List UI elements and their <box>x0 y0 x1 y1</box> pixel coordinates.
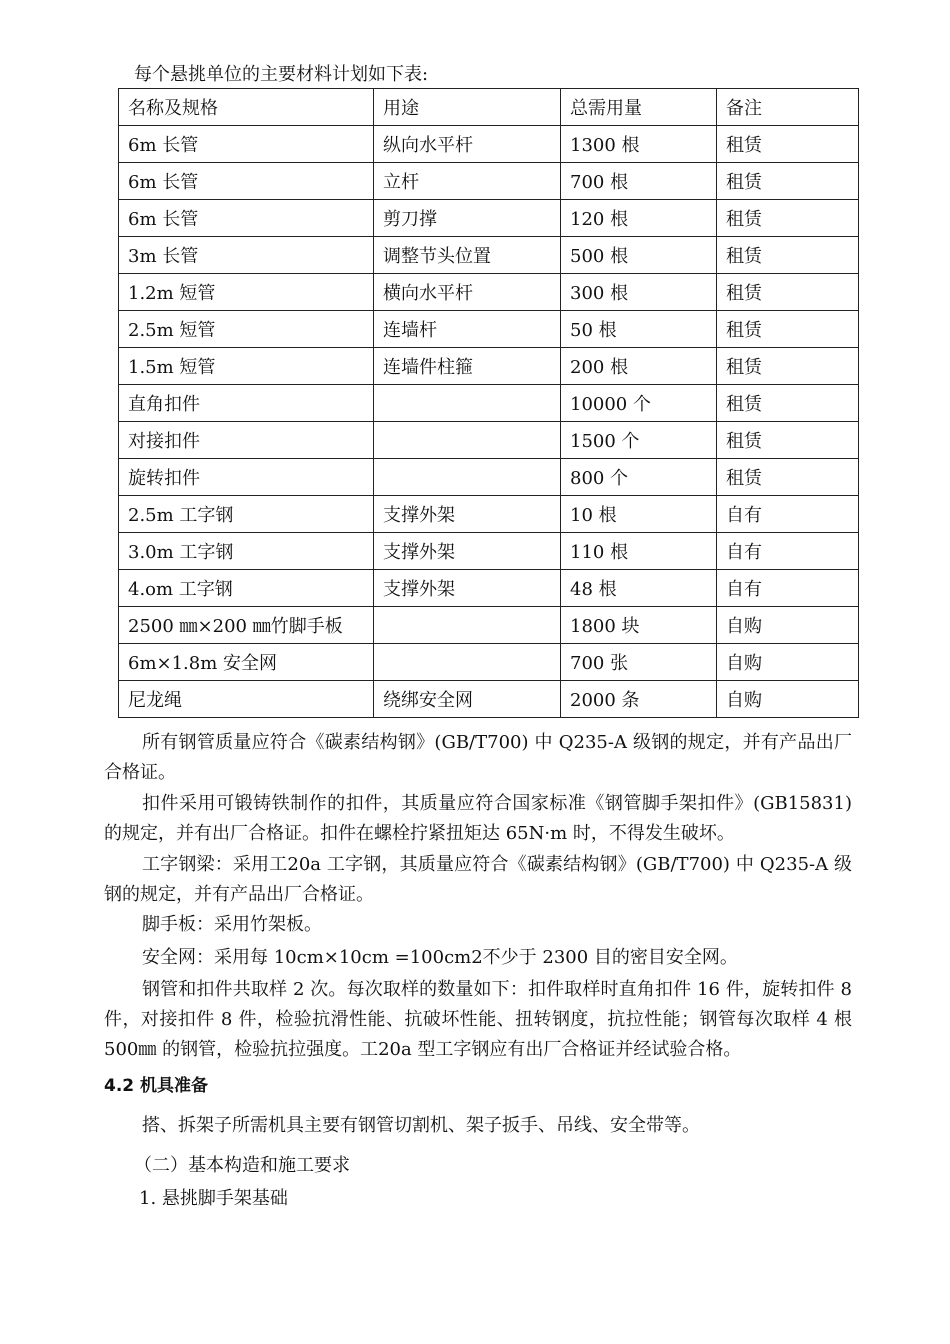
machinery-paragraph: 搭、拆架子所需机具主要有钢管切割机、架子扳手、吊线、安全带等。 <box>142 1115 700 1136</box>
cell-usage: 支撑外架 <box>374 496 561 533</box>
cell-usage: 连墙杆 <box>374 311 561 348</box>
cell-name-spec: 6m×1.8m 安全网 <box>119 644 374 681</box>
cell-name-spec: 尼龙绳 <box>119 681 374 718</box>
cell-usage: 支撑外架 <box>374 533 561 570</box>
cell-remarks: 租赁 <box>717 163 859 200</box>
cell-remarks: 租赁 <box>717 385 859 422</box>
header-remarks: 备注 <box>717 89 859 126</box>
cell-remarks: 自有 <box>717 533 859 570</box>
cell-name-spec: 2.5m 工字钢 <box>119 496 374 533</box>
cell-remarks: 自购 <box>717 681 859 718</box>
cell-name-spec: 1.5m 短管 <box>119 348 374 385</box>
cell-remarks: 租赁 <box>717 422 859 459</box>
cell-name-spec: 直角扣件 <box>119 385 374 422</box>
cell-remarks: 自有 <box>717 496 859 533</box>
cell-usage: 支撑外架 <box>374 570 561 607</box>
cell-usage <box>374 459 561 496</box>
i-beam-paragraph: 工字钢梁：采用工20a 工字钢，其质量应符合《碳素结构钢》(GB/T700) 中 Q235-A 级钢的规定，并有产品出厂合格证。 <box>104 854 852 905</box>
cell-usage <box>374 644 561 681</box>
cell-usage <box>374 607 561 644</box>
table-row <box>119 681 859 718</box>
steel-pipe-quality-paragraph: 所有钢管质量应符合《碳素结构钢》(GB/T700) 中 Q235-A 级钢的规定，并有产品出厂合格证。 <box>104 732 852 783</box>
cell-remarks: 租赁 <box>717 459 859 496</box>
cell-remarks: 自购 <box>717 644 859 681</box>
table-row <box>119 200 859 237</box>
cell-remarks: 租赁 <box>717 348 859 385</box>
cell-usage: 立杆 <box>374 163 561 200</box>
subsection-heading: （二）基本构造和施工要求 <box>134 1155 350 1176</box>
cell-total-quantity: 2000 条 <box>561 681 717 718</box>
table-row <box>119 126 859 163</box>
cell-total-quantity: 50 根 <box>561 311 717 348</box>
materials-table-body <box>119 126 859 718</box>
cell-total-quantity: 48 根 <box>561 570 717 607</box>
header-usage: 用途 <box>374 89 561 126</box>
cell-remarks: 自购 <box>717 607 859 644</box>
cell-total-quantity: 10000 个 <box>561 385 717 422</box>
cell-usage: 纵向水平杆 <box>374 126 561 163</box>
cell-remarks: 租赁 <box>717 126 859 163</box>
table-row <box>119 348 859 385</box>
table-row <box>119 607 859 644</box>
cell-total-quantity: 110 根 <box>561 533 717 570</box>
safety-net-paragraph: 安全网：采用每 10cm×10cm =100cm2不少于 2300 目的密目安全网。 <box>142 947 738 968</box>
cell-remarks: 自有 <box>717 570 859 607</box>
header-name-spec: 名称及规格 <box>119 89 374 126</box>
coupler-quality-paragraph: 扣件采用可锻铸铁制作的扣件，其质量应符合国家标准《钢管脚手架扣件》(GB15831) 的规定，并有出厂合格证。扣件在螺栓拧紧扭矩达 65N·m 时，不得发生破坏。 <box>104 793 852 844</box>
table-row <box>119 496 859 533</box>
cell-remarks: 租赁 <box>717 237 859 274</box>
cell-total-quantity: 700 根 <box>561 163 717 200</box>
cell-name-spec: 1.2m 短管 <box>119 274 374 311</box>
cell-usage: 调整节头位置 <box>374 237 561 274</box>
table-row <box>119 570 859 607</box>
cell-total-quantity: 120 根 <box>561 200 717 237</box>
cell-name-spec: 4.om 工字钢 <box>119 570 374 607</box>
cell-total-quantity: 700 张 <box>561 644 717 681</box>
cell-name-spec: 2.5m 短管 <box>119 311 374 348</box>
cell-total-quantity: 1500 个 <box>561 422 717 459</box>
cell-total-quantity: 800 个 <box>561 459 717 496</box>
table-row <box>119 274 859 311</box>
cell-name-spec: 3m 长管 <box>119 237 374 274</box>
cell-total-quantity: 1300 根 <box>561 126 717 163</box>
numbered-item-1: 1. 悬挑脚手架基础 <box>139 1188 288 1209</box>
cell-usage: 连墙件柱箍 <box>374 348 561 385</box>
materials-table <box>118 88 859 718</box>
cell-usage: 剪刀撑 <box>374 200 561 237</box>
table-row <box>119 459 859 496</box>
table-row <box>119 385 859 422</box>
cell-total-quantity: 10 根 <box>561 496 717 533</box>
table-row <box>119 644 859 681</box>
cell-usage <box>374 385 561 422</box>
table-header-row <box>119 89 859 126</box>
table-row <box>119 237 859 274</box>
cell-name-spec: 6m 长管 <box>119 126 374 163</box>
cell-remarks: 租赁 <box>717 274 859 311</box>
cell-name-spec: 6m 长管 <box>119 163 374 200</box>
table-row <box>119 533 859 570</box>
table-row <box>119 422 859 459</box>
cell-remarks: 租赁 <box>717 311 859 348</box>
cell-name-spec: 6m 长管 <box>119 200 374 237</box>
cell-usage <box>374 422 561 459</box>
cell-name-spec: 旋转扣件 <box>119 459 374 496</box>
cell-total-quantity: 500 根 <box>561 237 717 274</box>
cell-name-spec: 3.0m 工字钢 <box>119 533 374 570</box>
cell-usage: 横向水平杆 <box>374 274 561 311</box>
cell-total-quantity: 1800 块 <box>561 607 717 644</box>
table-intro: 每个悬挑单位的主要材料计划如下表: <box>134 64 429 85</box>
cell-total-quantity: 200 根 <box>561 348 717 385</box>
scaffold-board-paragraph: 脚手板：采用竹架板。 <box>142 914 322 935</box>
cell-name-spec: 2500 ㎜×200 ㎜竹脚手板 <box>119 607 374 644</box>
cell-name-spec: 对接扣件 <box>119 422 374 459</box>
cell-remarks: 租赁 <box>717 200 859 237</box>
cell-usage: 绕绑安全网 <box>374 681 561 718</box>
header-total-quantity: 总需用量 <box>561 89 717 126</box>
sampling-paragraph: 钢管和扣件共取样 2 次。每次取样的数量如下：扣件取样时直角扣件 16 件，旋转扣件 8 件，对接扣件 8 件，检验抗滑性能、抗破坏性能、扭转钢度，抗拉性能；钢管每次取样 4 根 500㎜ 的钢管，检验抗拉强度。工20a 型工字钢应有出厂合格证并经试验合格。 <box>104 979 852 1060</box>
table-row <box>119 163 859 200</box>
cell-total-quantity: 300 根 <box>561 274 717 311</box>
table-row <box>119 311 859 348</box>
section-heading-4-2: 4.2 机具准备 <box>104 1076 209 1096</box>
